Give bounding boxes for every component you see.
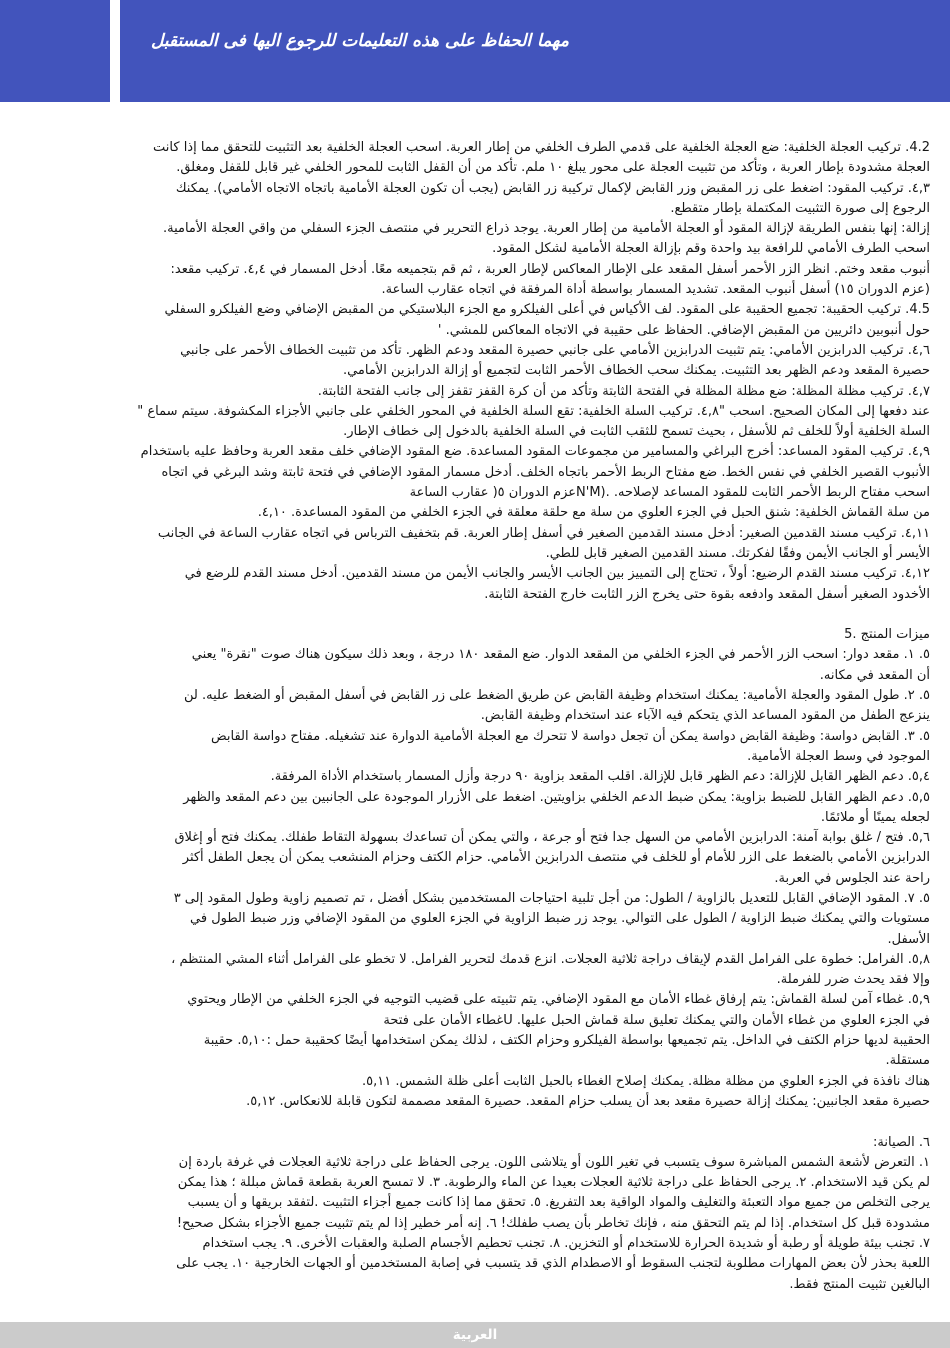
text-line: ٤,٣. تركيب المقود: اضغط على زر المقبض وزر القابض لإكمال تركيبة زر القابض (يجب أن تكون العجلة الأمامية باتجاه الاتجاه الأمامي). يمكنك — [175, 180, 930, 196]
text-line: ميزات المنتج .5 — [844, 627, 930, 643]
text-line: حصيرة المقعد ودعم الظهر بعد التثبيت. يمكنك سحب الخطاف الأحمر الثابت لتجميع أو إزالة الدرابزين الأمامي. — [342, 363, 930, 379]
text-line: اسحب مفتاح الربط الأحمر الثابت للمقود المساعد لإصلاحه. .(N'Mعزم الدوران ٥( عقارب الساعة — [409, 485, 930, 501]
blank-line — [20, 1112, 930, 1132]
text-line: ٤,٦. تركيب الدرابزين الأمامي: يتم تثبيت الدرابزين الأمامي على جانبي حصيرة المقعد ودعم الظهر. تأكد من تثبيت الخطاف الأحمر على جانبي — [180, 342, 930, 358]
text-line: إزالة: إنها بنفس الطريقة لإزالة المقود أو العجلة الأمامية من إطار العربة. يوجد ذراع التحرير في منتصف الجزء السفلي من واقي العجلة الأمامية. — [162, 221, 930, 237]
text-line: ٥,٨. الفرامل: خطوة على الفرامل القدم لإيقاف دراجة ثلاثية العجلات. انزع قدمك لتحرير الفرامل. لا تخطو على الفرامل أثناء المشي المنتظم ، — [171, 951, 930, 967]
text-line: لم يكن قيد الاستخدام. ٢. يرجى الحفاظ على دراجة ثلاثية العجلات بعيدا عن الماء والرطوبة. ٣. لا تمسح العربة بقطعة قماش مبللة ؛ هذا يمكن — [177, 1175, 930, 1191]
text-line: السلة الخلفية أولاً للخلف ثم للأسفل ، بحيث تسمح للثقب الثابت في السلة الخلفية بالدخول إلى خطاف الإطار. — [343, 424, 930, 440]
text-line: حصيرة مقعد الجانبين: يمكنك إزالة حصيرة مقعد بعد أن يسلب حزام المقعد. حصيرة المقعد مصممة لتكون قابلة للانعكاس. ٥,١٢. — [246, 1093, 930, 1109]
text-line: ٥. ١. مقعد دوار: اسحب الزر الأحمر في الجزء الخلفي من المقعد الدوار. ضع المقعد ١٨٠ درجة ، وبعد ذلك سيكون هناك صوت "نقرة" يعني — [191, 647, 930, 663]
text-line: مستقلة. — [885, 1053, 930, 1069]
text-line: اسحب الطرف الأمامي للرافعة بيد واحدة وقم بإزالة العجلة الأمامية لشكل المقود. — [492, 241, 930, 257]
text-line: الدرابزين الأمامي بالضغط على الزر للأمام أو للخلف في منتصف الدرابزين الأمامي. حزام الكتف وحزام المنشعب يمكن أن يجعل الطفل أكثر — [182, 850, 930, 866]
header-left-block — [0, 0, 110, 102]
text-line: ٤,١٢. تركيب مسند القدم الرضيع: أولاً ، تحتاج إلى التمييز بين الجانب الأيسر والجانب الأيمن من مسند القدمين. أدخل مسند القدم للرضع في — [184, 566, 930, 582]
text-line: ٥,٥. دعم الظهر القابل للضبط بزاوية: يمكن ضبط الدعم الخلفي بزاويتين. اضغط على الأزرار الموجودة على الجانبين بين دعم المقعد والظهر — [183, 789, 930, 805]
text-line: ٥. ٢. طول المقود والعجلة الأمامية: يمكنك استخدام وظيفة القابض عن طريق الضغط على زر القابض في أسفل المقبض أو الضغط عليه. لن — [183, 688, 930, 704]
text-line: ينزعج الطفل من المقود المساعد الذي يتحكم فيه الآباء عند استخدام وظيفة القابض. — [480, 708, 930, 724]
text-line: في الجزء العلوي من غطاء الأمان والتي يمكنك تعليق سلة قماش الحبل عليها. Uغطاء الأمان على فتحة — [383, 1012, 930, 1028]
text-line: ٥,٤. دعم الظهر القابل للإزالة: دعم الظهر قابل للإزالة. اقلب المقعد بزاوية ٩٠ درجة وأزل المسمار باستخدام الأداة المرفقة. — [270, 769, 930, 785]
text-line: حول أنبوبين دائريين من المقبض الإضافي. الحفاظ على حقيبة في الاتجاه المعاكس للمشي. ' — [437, 322, 930, 338]
text-line: ٦. الصيانة: — [873, 1134, 930, 1150]
text-line: يرجى التخلص من جميع مواد التعبئة والتغليف والمواد الواقية بعد التفريغ. ٥. تحقق مما إذا كانت جميع أجزاء التثبيت .لتفقد بريقها و أن يسبب — [187, 1195, 930, 1211]
text-line: 4.2. تركيب العجلة الخلفية: ضع العجلة الخلفية على قدمي الطرف الخلفي من إطار العربة. اسحب العجلة الخلفية بعد التثبيت للتحقق مما إذا كانت — [153, 140, 930, 155]
text-line: مستويات والتي يمكنك ضبط الزاوية / الطول على التوالي. يوجد زر ضبط الزاوية في الجزء العلوي من المقود الإضافي وزر ضبط الطول في — [190, 911, 930, 927]
blank-line — [20, 605, 930, 625]
text-line: ٥. ٧. المقود الإضافي القابل للتعديل بالزاوية / الطول: من أجل تلبية احتياجات المستخدمين بشكل أفضل ، تم تصميم زاوية وطول المقود إلى ٣ — [173, 890, 930, 906]
page-header — [0, 0, 950, 102]
text-line: الأيسر أو الجانب الأيمن وفقًا لفكرتك. مسند القدمين الصغير قابل للطي. — [545, 545, 930, 561]
text-line: 4.5. تركيب الحقيبة: تجميع الحقيبة على المقود. لف الأكياس في أعلى الفيلكرو مع الجزء البلاستيكي من المقبض الإضافي وضع الفيلكرو السفلي — [164, 302, 930, 318]
text-line: وإلا فقد يحدث ضرر للفرملة. — [776, 972, 930, 988]
text-line: من سلة القماش الخلفية: شنق الحبل في الجزء العلوي من سلة مع حلقة معلقة في الجزء الخلفي من المقود المساعدة. ٤,١٠. — [257, 505, 930, 521]
text-line: ٥,٩. غطاء آمن لسلة القماش: يتم إرفاق غطاء الأمان مع المقود الإضافي. يتم تثبيته على قضيب التوجيه في الجزء الخلفي من الإطار ويحتوي — [187, 992, 930, 1008]
text-line: أنبوب مقعد وختم. انظر الزر الأحمر أسفل المقعد على الإطار المعاكس لإطار العربة ، ثم قم بتجميعه معًا. أدخل المسمار في ٤,٤. تركيب مقعد: — [170, 261, 930, 277]
text-line: البالغين تثبيت المنتج فقط. — [789, 1276, 930, 1292]
text-line: ٤,٧. تركيب مظلة المظلة: ضع مظلة المظلة في الفتحة الثابتة وتأكد من أن كرة القفز تقفز إلى جانب الفتحة الثابتة. — [317, 383, 930, 399]
text-line: ٥. ٣. القابض دواسة: وظيفة القابض دواسة يمكن أن تجعل دواسة لا تتحرك مع العجلة الأمامية الدوارة عند تشغيله. مفتاح دواسة القابض — [210, 728, 930, 744]
text-line: الأنبوب القصير الخلفي في نفس الخط. ضع مفتاح الربط الأحمر باتجاه الخلف. أدخل مسمار المقود الإضافي في فتحة ثابتة وشد البرغي في اتجاه — [161, 464, 930, 480]
text-line: الموجود في وسط العجلة الأمامية. — [747, 748, 930, 764]
text-line: عند دفعها إلى المكان الصحيح. اسحب "٤,٨. تركيب السلة الخلفية: تقع السلة الخلفية في المحور الخلفي على جانبي الأجزاء المكشوفة. سيتم سماع " — [137, 403, 930, 419]
text-line: ٥,٦. فتح / غلق بوابة آمنة: الدرابزين الأمامي من السهل جدا فتح أو جرعة ، والتي يمكن أن تساعدك بسهولة التقاط طفلك. يمكنك فتح أو إغلاق — [174, 830, 930, 846]
text-line: الأخدود الصغير أسفل المقعد وادفعه بقوة حتى يخرج الزر الثابت خارج الفتحة الثابتة. — [484, 586, 930, 602]
text-line: الرجوع إلى صورة التثبيت المكتملة بإطار متقطع. — [670, 200, 930, 216]
text-line: أن المقعد في مكانه. — [819, 667, 930, 683]
text-line: ٧. تجنب بيئة طويلة أو رطبة أو شديدة الحرارة للاستخدام أو التخزين. ٨. تجنب تحطيم الأجسام الصلبة والعقبات الأخرى. ٩. يجب استخدام — [202, 1236, 930, 1252]
text-line: ٤,٩. تركيب المقود المساعد: أخرج البراغي والمسامير من مجموعات المقود المساعدة. ضع المقود الإضافي خلف مقعد العربة وحافظ عليه باستخدام — [140, 444, 930, 460]
text-line: العجلة مشدودة بإطار العربة ، وتأكد من تثبيت العجلة على محور يبلغ ١٠ ملم. تأكد من أن القفل الثابت للمحور الخلفي غير قابل للقفل ومغلق. — [176, 160, 930, 176]
text-line: الأسفل. — [887, 931, 930, 947]
text-line: الحقيبة لديها حزام الكتف في الداخل. يتم تجميعها بواسطة الفيلكرو وحزام الكتف ، لذلك يمكن استخدامها أيضًا كحقيبة حمل :٥,١٠. حقيبة — [203, 1033, 930, 1049]
text-line: ١. التعرض لأشعة الشمس المباشرة سوف يتسبب في تغير اللون أو يتلاشى اللون. يرجى الحفاظ على دراجة ثلاثية العجلات في غرفة باردة إن — [178, 1154, 930, 1170]
footer-spacer — [0, 1308, 950, 1322]
language-label: العربية — [452, 1327, 498, 1343]
header-divider — [110, 0, 120, 102]
text-line: لجعله يمينًا أو ملائمًا. — [820, 809, 930, 825]
text-line: ٤,١١. تركيب مسند القدمين الصغير: أدخل مسند القدمين الصغير في أسفل إطار العربة. قم بتخفيف الترباس في اتجاه عقارب الساعة في الجانب — [157, 525, 930, 541]
language-footer-bar — [0, 1322, 950, 1348]
text-line: مشدودة قبل كل استخدام. إذا لم يتم التحقق منه ، فإنك تخاطر بأن يصب طفلك! ٦. إنه أمر خطير إذا لم يتم تثبيت جميع الأجزاء بشكل صحيح! — [176, 1215, 930, 1231]
text-line: هناك نافذة في الجزء العلوي من مظلة مظلة. يمكنك إصلاح الغطاء بالحبل الثابت أعلى ظلة الشمس. ٥,١١. — [362, 1073, 930, 1089]
body-lines — [0, 138, 950, 1295]
text-line: اللعبة بحذر لأن بعض المهارات مطلوبة لتجنب السقوط أو الاصطدام الذي قد يتسبب في إصابة المستخدمين أو الجهات الخارجية ١٠. يجب على — [176, 1256, 930, 1272]
page-title: مهما الحفاظ على هذه التعليمات للرجوع اليها فى المستقبل — [150, 31, 569, 51]
text-line: (عزم الدوران ١٥) أسفل أنبوب المقعد. تشديد المسمار بواسطة أداة المرفقة في اتجاه عقارب الساعة. — [381, 282, 930, 298]
text-line: راحة عند الجلوس في العربة. — [774, 870, 930, 886]
